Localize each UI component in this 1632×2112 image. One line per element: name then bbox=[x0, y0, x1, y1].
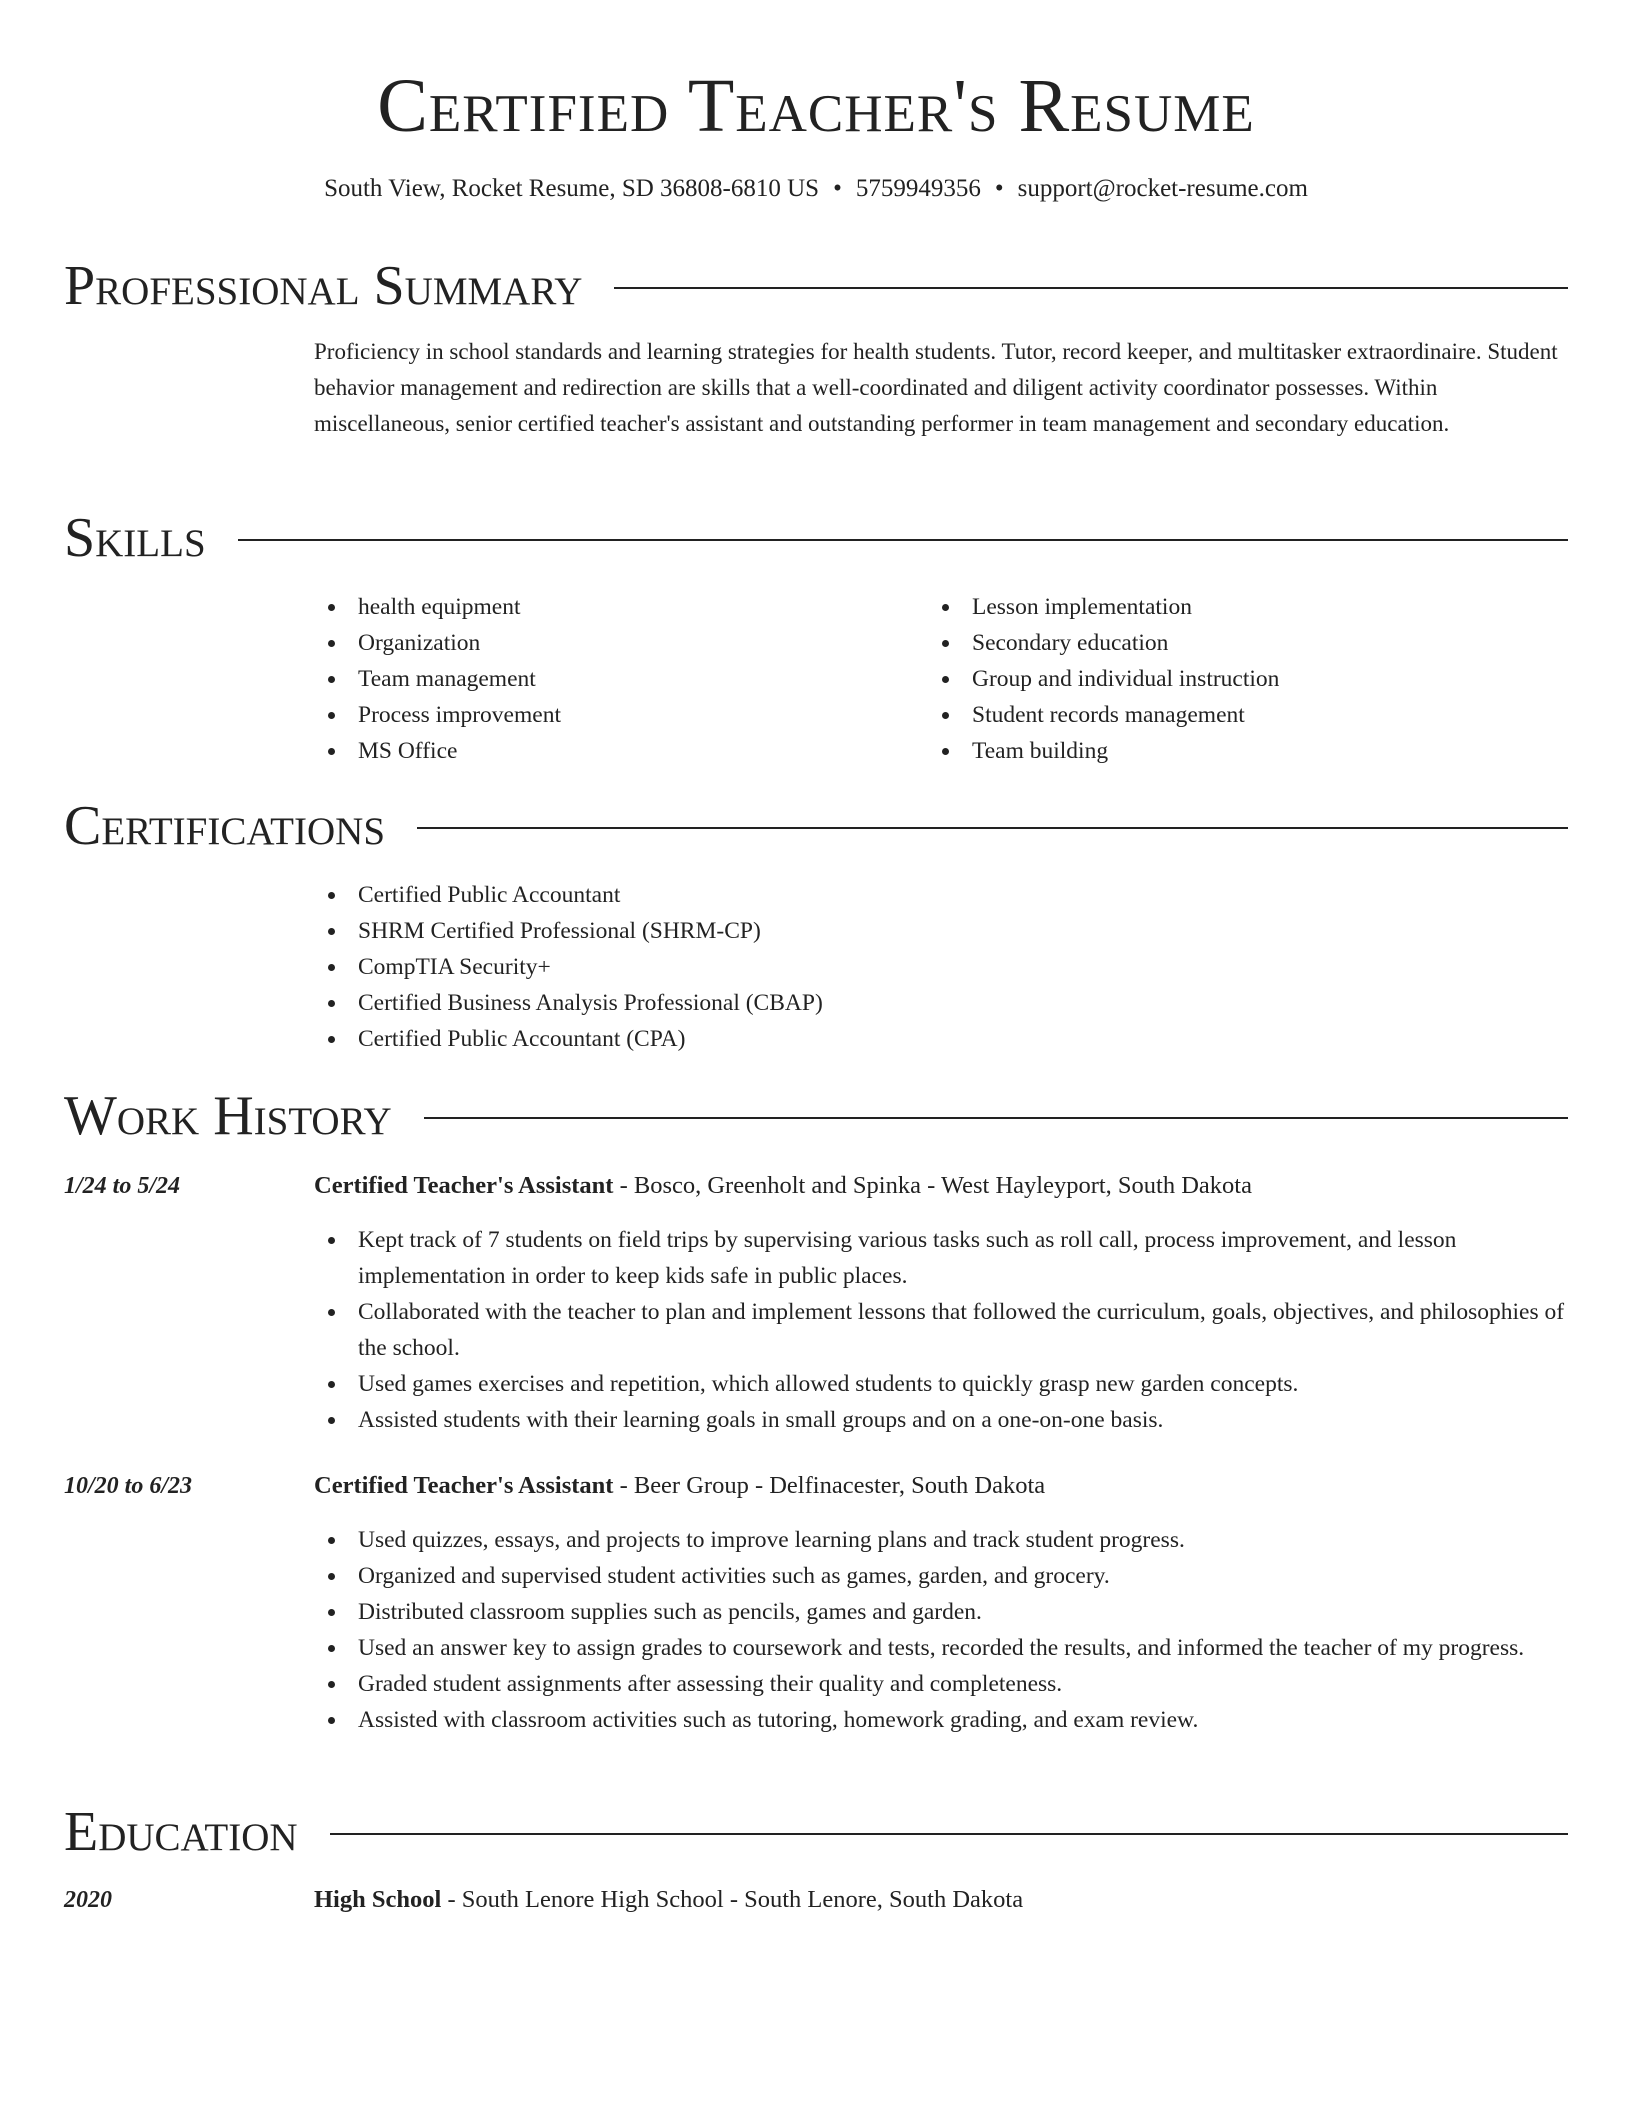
education-school: - South Lenore High School - South Lenore, South Dakota bbox=[441, 1886, 1024, 1913]
certification-item: CompTIA Security+ bbox=[314, 949, 1564, 985]
contact-separator: • bbox=[833, 175, 842, 202]
section-divider bbox=[417, 827, 1568, 829]
certification-item: Certified Public Accountant bbox=[314, 877, 1564, 913]
section-header-certifications bbox=[64, 794, 1568, 858]
resume-title: Certified Teacher's Resume bbox=[377, 64, 1255, 148]
job-duty-item: Distributed classroom supplies such as pencils, games and garden. bbox=[314, 1594, 1574, 1630]
section-header-work-history bbox=[64, 1084, 1568, 1148]
job-title-line bbox=[314, 1168, 1574, 1204]
contact-line bbox=[0, 172, 1632, 206]
skill-item: Organization bbox=[314, 625, 914, 661]
skills-list-left bbox=[314, 589, 914, 769]
contact-email: support@rocket-resume.com bbox=[1017, 175, 1308, 202]
job-duty-item: Organized and supervised student activities such as games, garden, and grocery. bbox=[314, 1558, 1574, 1594]
section-divider bbox=[330, 1833, 1568, 1835]
certification-item: Certified Business Analysis Professional (CBAP) bbox=[314, 985, 1564, 1021]
section-divider bbox=[238, 539, 1568, 541]
job-duty-item: Assisted students with their learning goals in small groups and on a one-on-one basis. bbox=[314, 1402, 1574, 1438]
job-duty-item: Collaborated with the teacher to plan and implement lessons that followed the curriculum, goals, objectives, and philosophies of the school. bbox=[314, 1294, 1574, 1366]
skill-item: health equipment bbox=[314, 589, 914, 625]
skill-item: Lesson implementation bbox=[928, 589, 1528, 625]
section-title-skills: Skills bbox=[64, 507, 206, 569]
skill-item: Secondary education bbox=[928, 625, 1528, 661]
contact-separator: • bbox=[994, 175, 1004, 202]
section-title-certifications: Certifications bbox=[64, 795, 386, 857]
education-line bbox=[314, 1882, 1574, 1918]
job-duty-item: Assisted with classroom activities such as tutoring, homework grading, and exam review. bbox=[314, 1702, 1574, 1738]
job-title-line bbox=[314, 1468, 1574, 1504]
skill-item: Group and individual instruction bbox=[928, 661, 1528, 697]
skill-item: Team building bbox=[928, 733, 1528, 769]
section-title-work-history: Work History bbox=[64, 1085, 392, 1147]
section-header-education bbox=[64, 1800, 1568, 1864]
section-header-summary bbox=[64, 254, 1568, 318]
certification-item: SHRM Certified Professional (SHRM-CP) bbox=[314, 913, 1564, 949]
job-duty-item: Kept track of 7 students on field trips by supervising various tasks such as roll call, process improvement, and lesson implementation in order to keep kids safe in public places. bbox=[314, 1222, 1574, 1294]
job-employer: - Beer Group - Delfinacester, South Dakota bbox=[613, 1472, 1046, 1499]
job-title: Certified Teacher's Assistant bbox=[314, 1172, 614, 1199]
certification-item: Certified Public Accountant (CPA) bbox=[314, 1021, 1564, 1057]
job-dates: 1/24 to 5/24 bbox=[64, 1173, 181, 1199]
section-divider bbox=[614, 287, 1568, 289]
skills-list-right bbox=[928, 589, 1528, 769]
skill-item: Student records management bbox=[928, 697, 1528, 733]
education-year: 2020 bbox=[64, 1887, 112, 1913]
job-duties-list bbox=[314, 1222, 1574, 1438]
job-duty-item: Used games exercises and repetition, which allowed students to quickly grasp new garden concepts. bbox=[314, 1366, 1574, 1402]
section-divider bbox=[424, 1117, 1568, 1119]
job-title: Certified Teacher's Assistant bbox=[314, 1472, 614, 1499]
skill-item: MS Office bbox=[314, 733, 914, 769]
job-duty-item: Used an answer key to assign grades to coursework and tests, recorded the results, and informed the teacher of my progress. bbox=[314, 1630, 1574, 1666]
contact-phone: 5759949356 bbox=[855, 175, 981, 202]
certifications-list bbox=[314, 877, 1564, 1057]
section-header-skills bbox=[64, 506, 1568, 570]
job-duties-list bbox=[314, 1522, 1574, 1738]
section-title-summary: Professional Summary bbox=[64, 255, 583, 317]
job-duty-item: Graded student assignments after assessing their quality and completeness. bbox=[314, 1666, 1574, 1702]
job-dates: 10/20 to 6/23 bbox=[64, 1473, 193, 1499]
contact-address: South View, Rocket Resume, SD 36808-6810 US bbox=[324, 175, 820, 202]
skill-item: Team management bbox=[314, 661, 914, 697]
section-title-education: Education bbox=[64, 1801, 298, 1863]
summary-text: Proficiency in school standards and learning strategies for health students. Tutor, record keeper, and multitasker extraordinaire. Student behavior management and redirection are skills that a well-coordinated and diligent activity coordinator possesses. Within miscellaneous, senior certified teacher's assistant and outstanding performer in team management and secondary education. bbox=[314, 339, 1558, 436]
skill-item: Process improvement bbox=[314, 697, 914, 733]
education-degree: High School bbox=[314, 1886, 442, 1913]
job-employer: - Bosco, Greenholt and Spinka - West Hayleyport, South Dakota bbox=[613, 1172, 1252, 1199]
job-duty-item: Used quizzes, essays, and projects to improve learning plans and track student progress. bbox=[314, 1522, 1574, 1558]
